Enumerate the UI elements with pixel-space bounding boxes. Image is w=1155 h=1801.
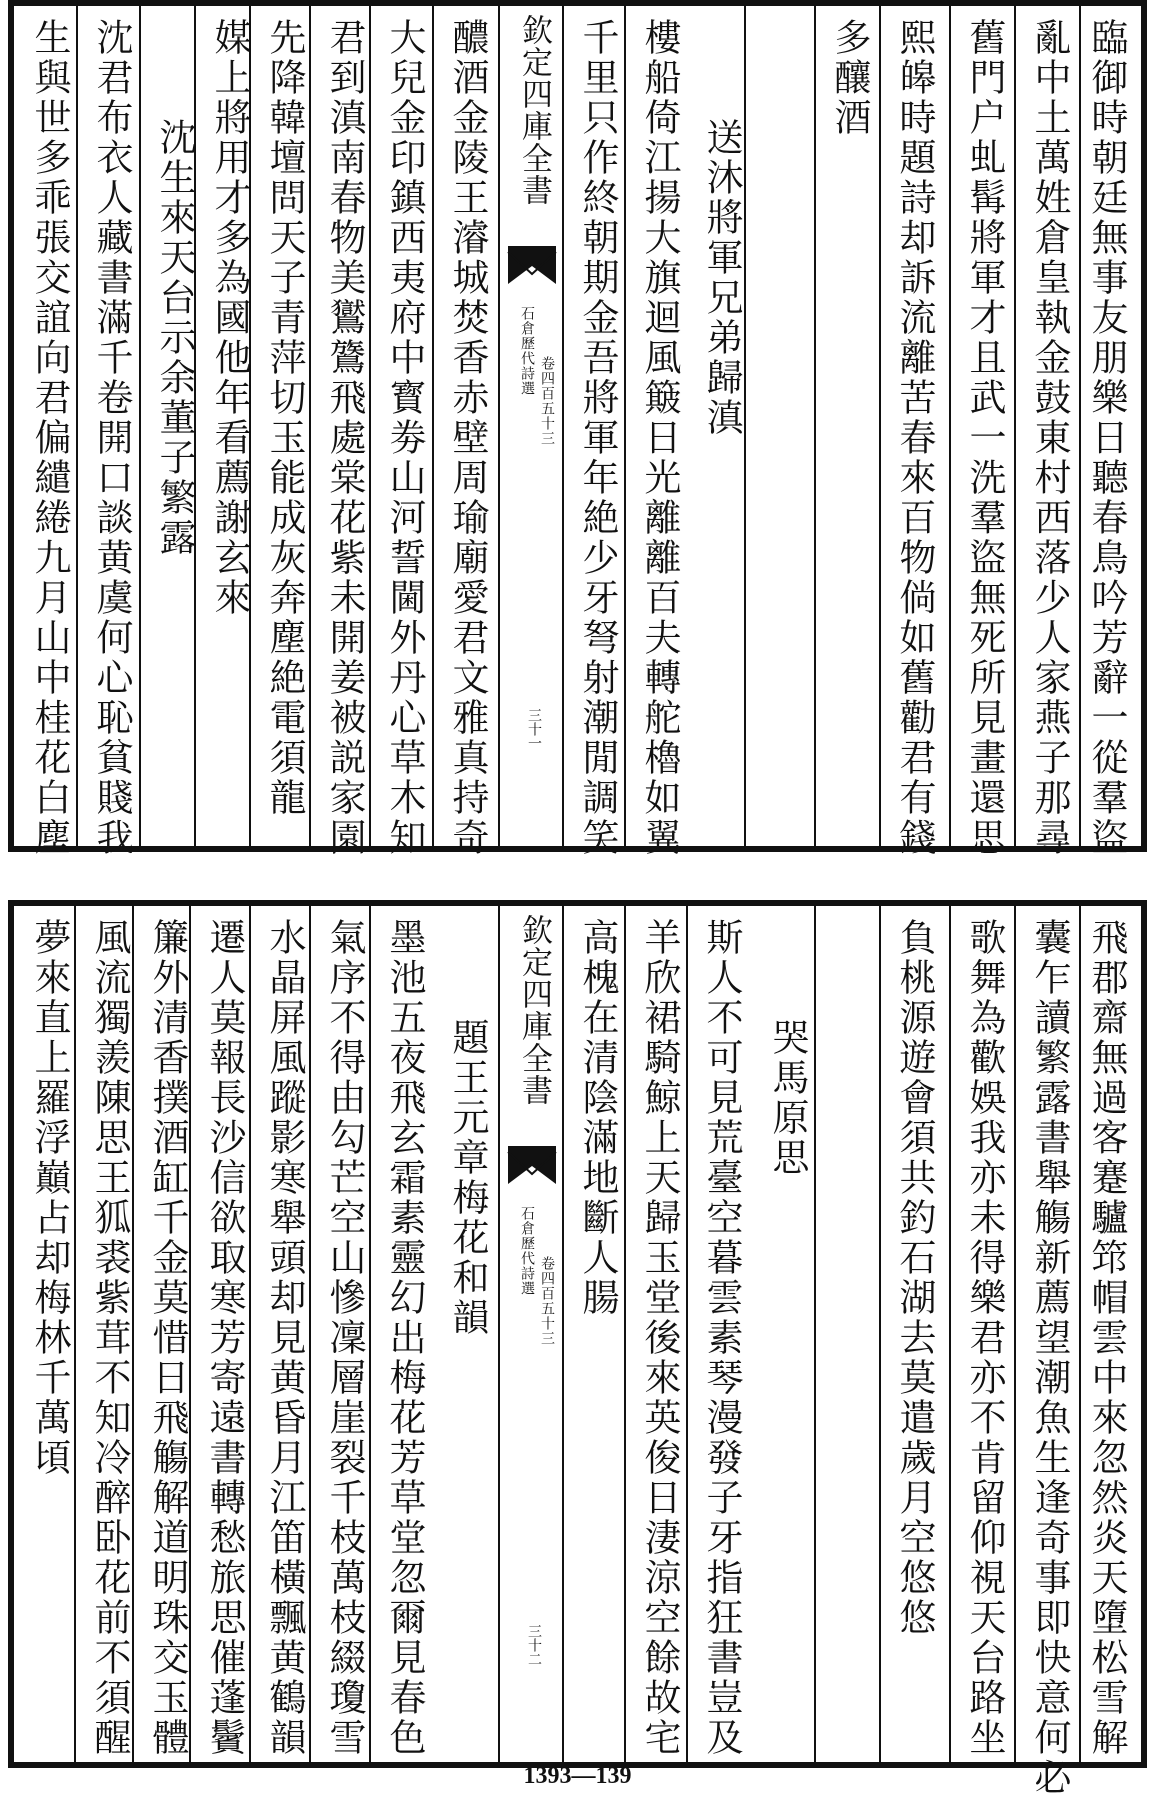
text-column	[309, 6, 379, 858]
verse-line: 媒上將用才多為國他年看薦謝玄來	[208, 18, 251, 618]
text-column	[562, 6, 632, 858]
verse-line: 墨池五夜飛玄霜素靈幻出梅花芳草堂忽爾見春色	[383, 918, 426, 1758]
text-column	[249, 906, 319, 1762]
verse-line: 氣序不得由勾芒空山慘凜層崖裂千枝萬枝綴瓊雪	[323, 918, 366, 1758]
center-fold	[498, 906, 562, 1762]
verse-line: 遷人莫報長沙信欲取寒芳寄遠書轉愁旅思催蓬鬢	[203, 918, 246, 1758]
collection-header: 欽定四庫全書	[516, 914, 552, 1106]
folio-number: 三十二	[526, 1624, 542, 1666]
text-column	[1079, 6, 1141, 858]
verse-line: 多釀酒	[828, 18, 871, 138]
text-column	[949, 6, 1019, 858]
top-page	[8, 0, 1147, 858]
verse-line: 舊門户虬髯將軍才且武一洗羣盜無死所見畫還思	[963, 18, 1006, 858]
text-column	[432, 6, 502, 858]
volume-meta: 卷四百五十三	[539, 356, 555, 446]
text-column	[14, 6, 84, 858]
text-column	[1079, 906, 1141, 1762]
poem-title: 送沐將軍兄弟歸滇	[700, 118, 743, 438]
fishtail-mark-icon	[506, 1144, 558, 1190]
text-column	[814, 6, 884, 846]
verse-line: 羊欣裙騎鯨上天歸玉堂後來英俊日淒涼空餘故宅	[638, 918, 681, 1758]
text-column	[309, 906, 379, 1762]
book-title-meta: 石倉歷代詩選	[519, 306, 535, 396]
verse-line: 樓船倚江揚大旗迴風簸日光離離百夫轉舵櫓如翼	[638, 18, 681, 858]
text-column	[74, 906, 144, 1762]
text-column	[624, 6, 694, 858]
text-column	[949, 906, 1019, 1762]
text-column	[369, 906, 439, 1762]
text-column	[432, 906, 502, 1762]
verse-line: 沈君布衣人藏書滿千卷開口談黄虞何心恥貧賤我	[90, 18, 133, 858]
verse-line: 千里只作終朝期金吾將軍年絶少牙弩射潮閒調笑	[576, 18, 619, 858]
verse-line: 囊乍讀繁露書舉觴新薦望潮魚生逢奇事即快意何必	[1028, 918, 1071, 1798]
book-title-meta: 石倉歷代詩選	[519, 1206, 535, 1296]
catalog-number: 1393—139	[523, 1763, 632, 1789]
text-column	[879, 906, 949, 1762]
verse-line: 簾外清香撲酒缸千金莫惜日飛觴解道明珠交玉體	[146, 918, 189, 1758]
volume-meta: 卷四百五十三	[539, 1256, 555, 1346]
folio-number: 三十一	[526, 708, 542, 750]
poem-title: 沈生來天台示余董子繁露	[153, 118, 196, 558]
text-column	[744, 6, 814, 846]
collection-header: 欽定四庫全書	[516, 14, 552, 206]
verse-line: 歌舞為歡娛我亦未得樂君亦不肯留仰視天台路坐	[963, 918, 1006, 1758]
verse-line: 先降韓壇問天子青萍切玉能成灰奔塵絶電須龍	[263, 18, 306, 818]
verse-line: 高槐在清陰滿地斷人腸	[576, 918, 619, 1318]
text-column	[879, 6, 949, 858]
verse-line: 水晶屏風蹤影寒舉頭却見黄昏月江笛橫飄黄鶴韻	[263, 918, 306, 1758]
verse-line: 君到滇南春物美鸑鷟飛處棠花紫未開姜被説家園	[323, 18, 366, 858]
text-column	[139, 6, 209, 846]
verse-line: 亂中土萬姓倉皇執金鼓東村西落少人家燕子那尋	[1028, 18, 1071, 858]
poem-title: 哭馬原思	[766, 1018, 809, 1178]
text-column	[14, 906, 84, 1762]
text-column	[814, 906, 816, 1762]
text-column	[752, 906, 822, 1762]
text-column	[624, 906, 694, 1762]
verse-line: 夢來直上羅浮巔占却梅林千萬頃	[28, 918, 71, 1478]
center-fold	[498, 6, 562, 846]
verse-line: 大兒金印鎮西夷府中寳劵山河誓閫外丹心草木知	[383, 18, 426, 858]
verse-line: 飛郡齋無過客蹇驢筇帽雲中來忽然炎天墮松雪解	[1085, 918, 1128, 1758]
text-column	[686, 906, 756, 1762]
top-columns	[14, 6, 1141, 858]
verse-line: 生與世多乖張交誼向君偏繾綣九月山中桂花白塵	[28, 18, 71, 858]
text-column	[369, 6, 439, 858]
text-column	[562, 906, 632, 1762]
poem-title: 題王元章梅花和韻	[446, 1018, 489, 1338]
verse-line: 醲酒金陵王濬城焚香赤壁周瑜廟愛君文雅真持奇	[446, 18, 489, 858]
text-column	[76, 6, 146, 858]
verse-line: 負桃源遊會須共釣石湖去莫遣歲月空悠悠	[893, 918, 936, 1638]
verse-line: 熙皞時題詩却訴流離苦春來百物倘如舊勸君有錢	[893, 18, 936, 858]
verse-line: 風流獨羨陳思王狐裘紫茸不知冷醉卧花前不須醒	[88, 918, 131, 1758]
verse-line: 斯人不可見荒臺空暮雲素琴漫發子牙指狂書豈及	[700, 918, 743, 1758]
fishtail-mark-icon	[506, 244, 558, 290]
verse-line: 臨御時朝廷無事友朋樂日聽春鳥吟芳辭一從羣盜	[1085, 18, 1128, 858]
